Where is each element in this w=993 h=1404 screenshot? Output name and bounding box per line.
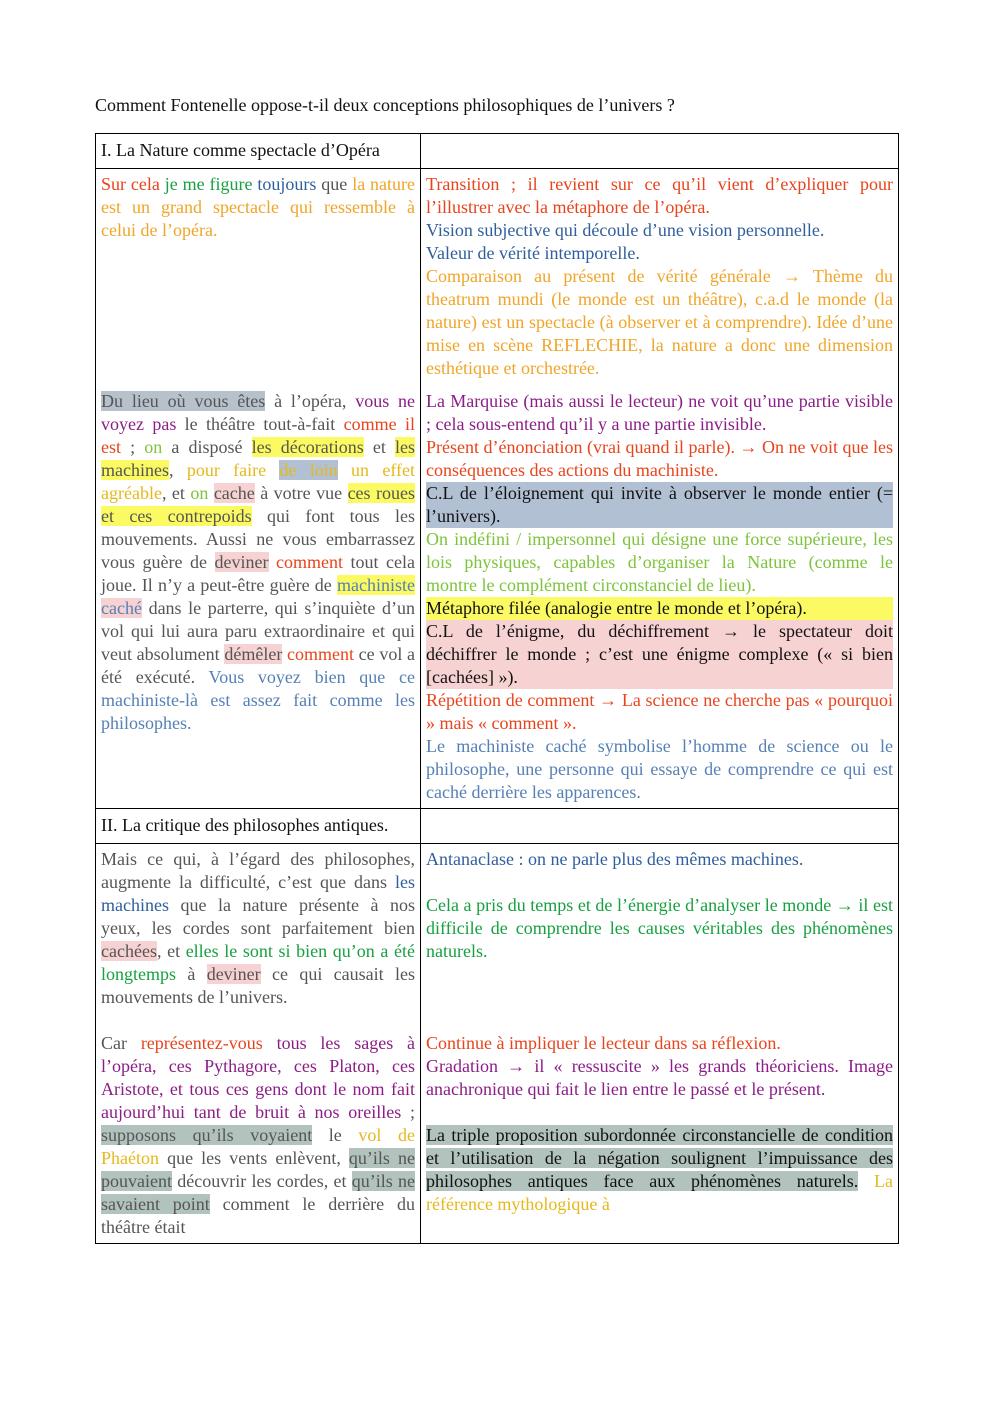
- text-span: le théâtre tout-à-fait: [176, 414, 344, 434]
- text-span: Mais ce qui, à l’égard des philosophes, augmente la difficulté, c’est que dans: [101, 849, 415, 892]
- analysis-line: C.L de l’éloignement qui invite à observer le monde entier (= l’univers).: [426, 483, 893, 526]
- text-span: supposons qu’ils voyaient: [101, 1125, 313, 1145]
- paragraph-spacer: [426, 986, 893, 1009]
- text-span: comme il est: [101, 414, 415, 457]
- analysis-line: Transition ; il revient sur ce qu’il vient d’expliquer pour l’illustrer avec la métaphore de l’opéra.: [426, 174, 893, 217]
- analysis-line: On indéfini / impersonnel qui désigne une force supérieure, les lois physiques, capables d’organiser la Nature (comme le montre le complément circonstanciel de lieu).: [426, 529, 893, 595]
- analysis-line: Continue à impliquer le lecteur dans sa réflexion.: [426, 1033, 781, 1053]
- analysis-line: Cela a pris du temps et de l’énergie d’analyser le monde → il est difficile de comprendre les causes véritables des phénomènes naturels.: [426, 895, 893, 961]
- text-span: pour faire: [186, 460, 280, 480]
- text-span: machiniste: [337, 575, 415, 595]
- analysis-line: Gradation → il « ressuscite » les grands théoriciens. Image anachronique qui fait le lien entre le passé et le présent.: [426, 1056, 893, 1099]
- section-2-heading-row: [96, 809, 899, 844]
- text-span: , et: [156, 941, 186, 961]
- text-span: toujours: [257, 174, 317, 194]
- section-2-content-row: [96, 844, 899, 1244]
- text-span: cache: [213, 483, 255, 503]
- paragraph-spacer: [426, 871, 893, 894]
- analysis-line: La référence mythologique à: [426, 1171, 894, 1214]
- text-span: la nature est un grand spectacle qui ressemble à celui de l’opéra.: [101, 174, 416, 240]
- text-span: [208, 483, 213, 503]
- text-span: démêler: [224, 644, 283, 664]
- section-1-heading-empty-cell: [421, 134, 899, 169]
- paragraph-spacer: [426, 1009, 893, 1032]
- text-span: on: [144, 437, 163, 457]
- text-span: ces roues et ces contrepoids: [101, 483, 415, 526]
- text-span: Car: [101, 1033, 141, 1053]
- text-span: que les vents enlèvent,: [159, 1148, 349, 1168]
- document-title: Comment Fontenelle oppose-t-il deux conceptions philosophiques de l’univers ?: [95, 95, 675, 115]
- section-1-heading: I. La Nature comme spectacle d’Opéra: [96, 134, 421, 169]
- text-span: ;: [401, 1102, 415, 1122]
- text-span: découvrir les cordes, et: [171, 1171, 352, 1191]
- text-span: ce qui causait les mouvements de l’univers.: [101, 964, 415, 1007]
- text-span: tout cela joue. Il n’y a peut-être guère de: [101, 552, 415, 595]
- text-span: que la nature présente à nos yeux, les cordes sont parfaitement bien: [101, 895, 415, 938]
- text-span: deviner: [214, 552, 269, 572]
- text-span: comment: [268, 552, 343, 572]
- text-paragraph-2: [101, 390, 415, 735]
- analysis-line: La Marquise (mais aussi le lecteur) ne voit qu’une partie visible ; cela sous-entend qu’il y a une partie invisible.: [426, 391, 893, 434]
- analysis-line: Métaphore filée (analogie entre le monde et l’opéra).: [426, 597, 893, 620]
- text-span: Sur cela: [101, 174, 160, 194]
- text-span: dans le parterre, qui s’inquiète d’un vol qui lui aura paru extraordinaire et qui veut absolument: [101, 598, 415, 664]
- text-span: un effet agréable: [101, 460, 415, 503]
- analysis-line: Répétition de comment → La science ne cherche pas « pourquoi » mais « comment ».: [426, 690, 893, 733]
- analysis-line: La triple proposition subordonnée circonstancielle de condition et l’utilisation de la négation soulignent l’impuissance des philosophes antiques face aux phénomènes naturels.: [426, 1125, 893, 1191]
- text-span: figure: [209, 174, 253, 194]
- text-span: à votre vue: [254, 483, 348, 503]
- analysis-table: [95, 133, 899, 1244]
- text-span: à: [176, 964, 207, 984]
- text-span: Du lieu où vous êtes: [101, 391, 266, 411]
- section-1-heading-row: [96, 134, 899, 169]
- analysis-line: Antanaclase : on ne parle plus des mêmes machines.: [426, 849, 804, 869]
- section-2-heading-empty-cell: [421, 809, 899, 844]
- text-span: comment: [282, 644, 354, 664]
- analysis-paragraph-1: [426, 173, 893, 390]
- text-span: représentez-vous: [140, 1033, 263, 1053]
- text-span: comment le derrière du théâtre était: [101, 1194, 415, 1237]
- text-span: Vous voyez bien que ce machiniste-là est assez fait comme les philosophes.: [101, 667, 415, 733]
- text-span: je me: [164, 174, 205, 194]
- text-span: vous ne voyez pas: [101, 391, 415, 434]
- paragraph-spacer: [101, 1009, 415, 1032]
- analysis-line: Vision subjective qui découle d’une vision personnelle.: [426, 220, 825, 240]
- text-span: le: [312, 1125, 359, 1145]
- text-span: qu’ils ne savaient point: [101, 1171, 415, 1214]
- analysis-line: Comparaison au présent de vérité générale → Thème du theatrum mundi (le monde est un théâtre), c.a.d le monde (la nature) est un spectacle (à observer et à comprendre). Idée d’une mise en scène REFLECHIE, la nature a donc une dimension esthétique et orchestrée.: [426, 266, 893, 378]
- text-span: a disposé: [162, 437, 252, 457]
- text-span: à l’opéra,: [265, 391, 356, 411]
- analysis-line: Présent d’énonciation (vrai quand il parle). → On ne voit que les conséquences des actions du machiniste.: [426, 437, 893, 480]
- text-span: si bien qu’on a été longtemps: [101, 941, 415, 984]
- text-span: caché: [101, 598, 142, 618]
- text-span: de loin: [279, 460, 338, 480]
- section-2-analysis-cell: [421, 844, 899, 1244]
- analysis-paragraph-last: [426, 1124, 893, 1216]
- text-span: que: [321, 174, 348, 194]
- text-span: deviner: [206, 964, 261, 984]
- analysis-line: Valeur de vérité intemporelle.: [426, 243, 640, 263]
- text-span: , et: [161, 483, 191, 503]
- text-paragraph-3: [101, 848, 415, 1009]
- text-paragraph-1: [101, 173, 415, 390]
- paragraph-spacer: [426, 1101, 893, 1124]
- text-span: elles le sont: [185, 941, 273, 961]
- section-1-content-row: [96, 169, 899, 809]
- section-2-heading: II. La critique des philosophes antiques.: [96, 809, 421, 844]
- analysis-line: C.L de l’énigme, du déchiffrement → le spectateur doit déchiffrer le monde ; c’est une énigme complexe (« si bien [cachées] »).: [426, 621, 893, 687]
- text-span: cachées: [101, 941, 157, 961]
- analysis-paragraph-2: [426, 390, 893, 804]
- text-span: les machines: [101, 437, 415, 480]
- text-span: qui font tous les mouvements. Aussi ne vous embarrassez vous guère de: [101, 506, 416, 572]
- section-1-text-cell: [96, 169, 421, 809]
- text-span: ,: [168, 460, 187, 480]
- text-span: tous les sages à l’opéra, ces Pythagore, ces Platon, ces Aristote, et tous ces gens dont le nom fait aujourd’hui tant de bruit à nos oreilles: [101, 1033, 415, 1122]
- analysis-line: Le machiniste caché symbolise l’homme de science ou le philosophe, une personne qui essaye de comprendre ce qui est caché derrière les apparences.: [426, 736, 893, 802]
- text-span: ;: [121, 437, 145, 457]
- text-span: on: [190, 483, 209, 503]
- text-span: vol de Phaéton: [101, 1125, 415, 1168]
- text-span: ce vol a été exécuté.: [101, 644, 416, 687]
- text-span: qu’ils ne pouvaient: [101, 1148, 415, 1191]
- section-2-text-cell: [96, 844, 421, 1244]
- text-span: les décorations: [251, 437, 364, 457]
- section-1-analysis-cell: [421, 169, 899, 809]
- paragraph-spacer: [426, 963, 893, 986]
- text-span: les machines: [101, 872, 415, 915]
- text-paragraph-4: [101, 1032, 415, 1239]
- text-span: et: [363, 437, 395, 457]
